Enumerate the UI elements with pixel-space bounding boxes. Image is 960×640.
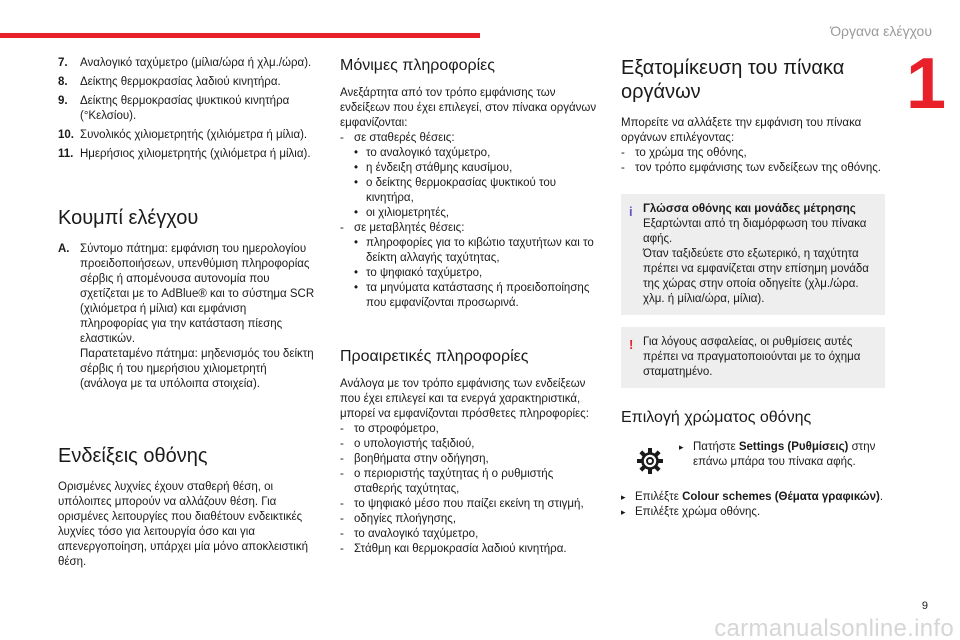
dash-item xyxy=(340,497,602,512)
dash-text: το αναλογικό ταχύμετρο, xyxy=(354,528,479,540)
dash-item xyxy=(340,467,602,497)
dash-icon: - xyxy=(621,162,625,174)
fixed-positions-list xyxy=(340,146,602,221)
dash-item xyxy=(340,542,602,557)
bullet-item xyxy=(340,236,602,266)
dash-icon: - xyxy=(340,543,344,555)
item-number: 10. xyxy=(58,129,74,141)
dash-icon: - xyxy=(340,453,344,465)
dash-icon: - xyxy=(340,498,344,510)
step-choose-colour: ▸ Επιλέξτε χρώμα οθόνης. xyxy=(621,506,761,518)
dash-text: το ψηφιακό μέσο που παίζει εκείνη τη στιγμή, xyxy=(354,498,584,510)
bullet-text: η ένδειξη στάθμης καυσίμου, xyxy=(366,162,513,174)
numbered-item xyxy=(58,75,316,90)
dash-icon: - xyxy=(340,423,344,435)
numbered-item xyxy=(58,128,316,143)
arrow-icon: ▸ xyxy=(679,442,684,452)
dash-icon: - xyxy=(340,468,344,480)
column-middle xyxy=(340,56,602,557)
optional-info-heading: Προαιρετικές πληροφορίες xyxy=(340,348,529,365)
bullet-text: οι χιλιομετρητές, xyxy=(366,207,450,219)
fixed-positions-item: - σε σταθερές θέσεις: xyxy=(340,132,455,144)
dash-text: ο υπολογιστής ταξιδιού, xyxy=(354,438,475,450)
dash-text: τον τρόπο εμφάνισης των ενδείξεων της οθόνης. xyxy=(635,162,882,174)
item-number: 7. xyxy=(58,57,68,69)
bullet-item xyxy=(340,206,602,221)
bullet-text: πληροφορίες για το κιβώτιο ταχυτήτων και το δείκτη αλλαγής ταχύτητας, xyxy=(366,237,594,264)
variable-positions-list xyxy=(340,236,602,311)
bullet-text: ο δείκτης θερμοκρασίας ψυκτικού του κινητήρα, xyxy=(366,177,557,204)
column-left xyxy=(58,56,316,570)
item-text: Δείκτης θερμοκρασίας ψυκτικού κινητήρα (°Κελσίου). xyxy=(80,95,290,122)
customize-list xyxy=(621,146,885,176)
screen-indicators-heading: Ενδείξεις οθόνης xyxy=(58,445,208,467)
warning-box-text: Για λόγους ασφαλείας, οι ρυθμίσεις αυτές πρέπει να πραγματοποιούνται με το όχημα σταματημένο. xyxy=(643,336,861,378)
bullet-item xyxy=(340,281,602,311)
info-box xyxy=(621,194,885,315)
dash-item xyxy=(340,437,602,452)
long-press-text: Παρατεταμένο πάτημα: μηδενισμός του δείκτη σέρβις ή του ημερήσιου χιλιομετρητή (ανάλογα με τα υπόλοιπα στοιχεία). xyxy=(80,348,314,390)
item-text: Δείκτης θερμοκρασίας λαδιού κινητήρα. xyxy=(80,76,281,88)
item-text: Αναλογικό ταχύμετρο (μίλια/ώρα ή χλμ./ώρα). xyxy=(80,57,312,69)
gear-icon xyxy=(635,446,665,476)
info-box-text-2: Όταν ταξιδεύετε στο εξωτερικό, η ταχύτητα πρέπει να εμφανίζεται στην επίσημη μονάδα της χώρας στην οποία οδηγείτε (χλμ./ώρα. χλμ. ή μίλια/ώρα, μίλια). xyxy=(643,248,869,305)
optional-info-list xyxy=(340,422,602,557)
info-icon: i xyxy=(629,204,633,219)
dash-icon: - xyxy=(340,528,344,540)
bullet-icon: • xyxy=(354,267,359,279)
arrow-icon: ▸ xyxy=(621,492,626,502)
dash-icon: - xyxy=(621,147,625,159)
dash-item xyxy=(340,422,602,437)
page-number: 9 xyxy=(921,600,928,612)
bullet-icon: • xyxy=(354,177,359,189)
dash-item xyxy=(621,161,885,176)
variable-positions-item: - σε μεταβλητές θέσεις: xyxy=(340,222,465,234)
step-settings: ▸ Πατήστε Settings (Ρυθμίσεις) στην επάνω μπάρα του πίνακα αφής. xyxy=(679,441,876,468)
short-press-text: Σύντομο πάτημα: εμφάνιση του ημερολογίου προειδοποιήσεων, υπενθύμιση πληροφορίας σέρβις ή απομένουσα αυτονομία που σχετίζεται με το AdBlue® και το σύστημα SCR (χιλιόμετρα ή μίλια) και εμφάνιση πληροφορίας για την κατάσταση πίεσης ελαστικών. xyxy=(80,243,315,345)
info-box-title: Γλώσσα οθόνης και μονάδες μέτρησης xyxy=(643,203,856,215)
warning-icon: ! xyxy=(629,337,634,352)
item-number: 8. xyxy=(58,76,68,88)
bullet-icon: • xyxy=(354,162,359,174)
dash-text: Στάθμη και θερμοκρασία λαδιού κινητήρα. xyxy=(354,543,567,555)
control-button-item xyxy=(58,242,316,392)
numbered-item xyxy=(58,94,316,124)
dash-text: βοηθήματα στην οδήγηση, xyxy=(354,453,489,465)
numbered-list xyxy=(58,56,316,162)
watermark: carmanualsonline.info xyxy=(714,615,954,640)
customize-intro: Μπορείτε να αλλάξετε την εμφάνιση του πίνακα οργάνων επιλέγοντας: xyxy=(621,117,862,144)
header-accent-bar xyxy=(0,33,480,38)
dash-text: ο περιοριστής ταχύτητας ή ο ρυθμιστής σταθερής ταχύτητας, xyxy=(354,468,554,495)
settings-step xyxy=(621,438,885,484)
numbered-item xyxy=(58,56,316,71)
numbered-item xyxy=(58,147,316,162)
bullet-icon: • xyxy=(354,207,359,219)
info-box-text-1: Εξαρτώνται από τη διαμόρφωση του πίνακα αφής. xyxy=(643,218,867,245)
dash-item xyxy=(340,512,602,527)
bullet-item xyxy=(340,176,602,206)
dash-text: το χρώμα της οθόνης, xyxy=(635,147,747,159)
bullet-text: το ψηφιακό ταχύμετρο, xyxy=(366,267,483,279)
dash-text: το στροφόμετρο, xyxy=(354,423,439,435)
bullet-item xyxy=(340,266,602,281)
dash-icon: - xyxy=(340,438,344,450)
screen-indicators-text: Ορισμένες λυχνίες έχουν σταθερή θέση, οι υπόλοιπες μπορούν να αλλάζουν θέση. Για ορισμένες λειτουργίες που διαθέτουν ενδεικτικές λυχνίες τόσο για λειτουργία όσο και για απενεργοποίηση, υπάρχει μία μόνο αποκλειστική θέση. xyxy=(58,481,309,568)
bullet-icon: • xyxy=(354,282,359,294)
dash-item xyxy=(340,452,602,467)
control-button-heading: Κουμπί ελέγχου xyxy=(58,207,199,229)
bullet-icon: • xyxy=(354,237,359,249)
column-right xyxy=(621,56,885,520)
arrow-icon: ▸ xyxy=(621,507,626,517)
item-label: A. xyxy=(58,243,70,255)
item-text: Ημερήσιος χιλιομετρητής (χιλιόμετρα ή μίλια). xyxy=(80,148,311,160)
item-number: 9. xyxy=(58,95,68,107)
color-select-heading: Επιλογή χρώματος οθόνης xyxy=(621,409,812,426)
step-colour-schemes: ▸ Επιλέξτε Colour schemes (Θέματα γραφικών). xyxy=(621,491,884,503)
warning-box xyxy=(621,327,885,388)
dash-item xyxy=(340,527,602,542)
bullet-text: το αναλογικό ταχύμετρο, xyxy=(366,147,491,159)
dash-item xyxy=(621,146,885,161)
bullet-text: τα μηνύματα κατάστασης ή προειδοποίησης που εμφανίζονται προσωρινά. xyxy=(366,282,590,309)
dash-icon: - xyxy=(340,513,344,525)
permanent-info-intro: Ανεξάρτητα από τον τρόπο εμφάνισης των ενδείξεων που έχει επιλεγεί, στον πίνακα οργάνων εμφανίζονται: xyxy=(340,87,597,129)
bullet-item xyxy=(340,146,602,161)
section-title: Όργανα ελέγχου xyxy=(830,23,932,39)
chapter-number: 1 xyxy=(905,44,946,124)
optional-info-intro: Ανάλογα με τον τρόπο εμφάνισης των ενδείξεων που έχει επιλεγεί και τα ενεργά χαρακτηριστικά, μπορεί να εμφανίζονται πρόσθετες πληροφορίες: xyxy=(340,378,589,420)
customize-heading: Εξατομίκευση του πίνακα οργάνων xyxy=(621,57,845,103)
bullet-item xyxy=(340,161,602,176)
bullet-icon: • xyxy=(354,147,359,159)
dash-text: οδηγίες πλοήγησης, xyxy=(354,513,457,525)
item-number: 11. xyxy=(58,148,74,160)
item-text: Συνολικός χιλιομετρητής (χιλιόμετρα ή μίλια). xyxy=(80,129,308,141)
permanent-info-heading: Μόνιμες πληροφορίες xyxy=(340,57,495,74)
